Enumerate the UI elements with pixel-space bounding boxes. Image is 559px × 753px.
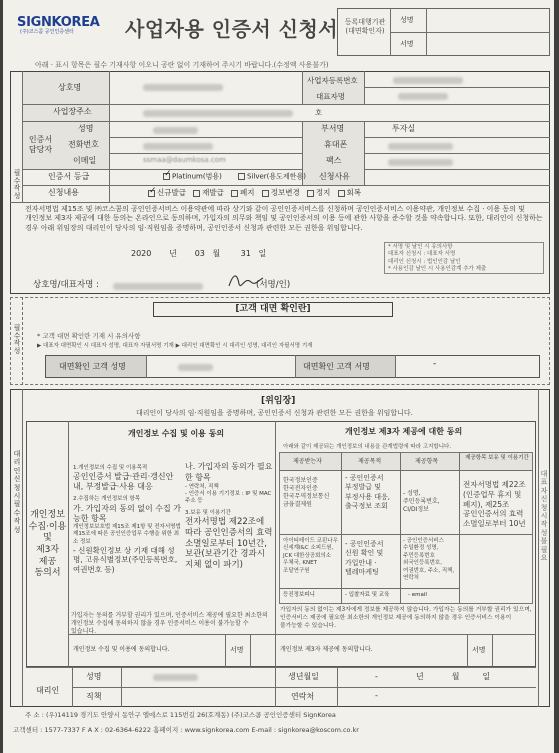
agree-collect-sign-label: 서명 [230,646,244,654]
proxy-subtitle: 대리인이 당사의 임·직원임을 증명하며, 공인인증서 신청과 관련한 모든 권한을 위임합니다. [136,409,413,417]
agent-name-label: 성명 [86,672,102,681]
email-label: 이메일 [73,156,97,165]
new-issue-checkbox[interactable]: ✓ [149,185,157,196]
agent-title-label: 직책 [86,692,102,701]
grade-label: 인증서 등급 [48,172,90,181]
third-purpose-2: - 공인인증서 신원 확인 및 가입안내 · 텔레마케팅 [345,540,384,577]
th-items: 제공항목 [415,458,439,465]
mobile-label: 휴대폰 [324,140,348,149]
company-rep-value[interactable] [113,283,203,290]
face-confirm-title: [고객 대면 확인란] [153,302,393,317]
th-recipient: 제공받는자 [293,458,322,465]
agree-third-label: 개인정보 제3자 제공에 동의합니다. [280,646,373,653]
phone-value[interactable] [143,143,213,150]
third-party-subtitle: 아래와 같이 제공되는 개인정보의 내용을 관계법령에 따라 고지합니다. [283,444,452,450]
reg-sign-label: 서명 [400,40,414,48]
manager-label: 인증서 담당자 [28,135,53,154]
face-name-label: 대면확인 고객 성명 [59,362,126,371]
third-recipient-1: 한국정보인증 한국전자인증 한국무역정보통신 금융결제원 [283,477,330,509]
info-change-checkbox[interactable] [262,190,269,197]
agent-label: 대리인 [36,686,60,695]
third-items-1: - 성명, 주민등록번호, CI/DI정보 [403,490,440,514]
address-value[interactable] [143,110,293,117]
applicant-required-side: 필 수 작 성 [13,169,21,201]
grade-platinum-option[interactable]: ✓ Platinum(범용) [164,169,222,181]
privacy-consent-label: 개인정보 수집·이용 및 제3자 제공 동의서 [28,510,67,579]
revoke-checkbox[interactable] [231,190,238,197]
dept-label: 부서명 [321,124,345,133]
suspend-checkbox[interactable] [307,190,314,197]
mobile-value[interactable] [388,143,453,150]
fax-label: 팩스 [326,156,342,165]
proxy-right-side: 대 표 자 신 청 시 작 성 불 필 요 [540,470,548,562]
required-notice: 아래 · 표시 항목은 필수 기재사항 이오니 공란 없이 기재하여 주시기 바랍니다.(수정액 사용불가) [35,61,329,69]
face-note-2: ▶ 대표자 대면확인 시 대표자 성명, 대표자 자필서명 기재 ▶ 대리인 대면확인 시 대리인 성명, 대리인 자필서명 기재 [37,343,313,349]
agent-dob-value[interactable]: - 년 월 일 [375,672,491,681]
agent-contact-value[interactable]: - [375,691,378,700]
address-label: 사업장주소 [53,107,92,116]
application-form [3,0,554,753]
agent-dob-label: 생년월일 [288,672,319,681]
face-name-value[interactable] [178,364,213,371]
footer-address: 주 소 : (우)14119 경기도 안양시 동안구 엘에스로 115번길 26(호계동) (주)코스콤 공인인증센터 SignKorea [25,711,336,719]
fax-value[interactable] [388,159,453,166]
address-suffix: 호 [315,108,323,117]
agree-collect-label: 개인정보 수집 및 이용에 동의합니다. [73,646,170,653]
agent-name-value[interactable] [153,674,198,681]
collect-items-right: 나. 가입자의 동의가 필요한 항목 - 연락처, 직책 - 인증서 이용 기기정보 : IP 및 MAC주소 등 3.보유 및 이용기간 전자서명법 제22조에 따라 공인인증서의 효력 소멸일로부터 10년간, 보관(보관기간 경과시 지체 없이 파기) [185,462,273,570]
face-side-label: 필 수 작 성 [13,324,21,356]
manager-name-label: 성명 [78,124,94,133]
reg-org-label: 등록대행기관 (대면확인자) [344,18,386,36]
sign-notes: * 서명 및 날인 시 유의사항 대표자 신청시 : 대표자 서명 대리인 신청시 : 법인인감 날인 * 사용인감 날인 시 사용인감계 추가 제출 [388,244,487,273]
agree-collect-sign-field[interactable] [251,635,275,667]
face-note-1: * 고객 대면 확인란 기재 시 유의사항 [37,332,141,340]
company-name-value[interactable] [143,84,223,91]
rep-name-value[interactable] [398,93,448,100]
proxy-left-side: 대 리 인 신 청 시 필 수 작 성 [13,450,21,534]
bizno-value[interactable] [393,77,463,84]
agreement-text: 전자서명법 제15조 및 ㈜코스콤의 공인인증서비스 이용약관에 따라 상기와 같이 공인인증서비스를 신청하며 공인인증서비스 이용약관, 개인정보 수집 · 이용 동의 및 개인정보 제3자 제공에 대한 동의는 온라인으로 동의하며, 가입자의 의무와 책임 및 공인인증서의 이용 등에 관한 사항을 준수할 것을 약속합니다. 또한, 대리인이 신청하는 경우 아래 위임장의 대리인이 당사의 임·직원임을 증명하며, 공인인증서 신청과 관련한 모든 권한을 위임합니다. [25,205,543,232]
request-type-label: 신청내용 [48,188,79,197]
face-sign-value[interactable]: - [433,359,437,369]
reissue-checkbox[interactable] [193,190,200,197]
th-retention: 제공항목 보유 및 이용기간 [465,455,529,461]
face-sign-label: 대면확인 고객 서명 [303,362,370,371]
collect-items: 1.개인정보의 수집 및 이용목적 공인인증서 발급·관리·갱신안내, 부정발급·사용 대응 2.수집하는 개인정보의 항목 가. 가입자의 동의 없이 수집 가능한 항목 개인정보보호법 제15조 제1항 및 전자서명법 제15조에 따른 공인인증업무 수행을 위한 최소 정보 - 신원확인정보 상 기재 대해 성명, 고유식별정보(주민등록번호, 여권번호 등) [73,465,181,574]
form-title: 사업자용 인증서 신청서 [125,17,339,41]
agree-third-sign-field[interactable] [493,635,536,667]
sign-label: 상호명/대표자명 : [33,280,99,290]
manager-name-value[interactable] [153,127,198,134]
restore-checkbox[interactable] [338,190,345,197]
rep-name-label: 대표자명 [316,92,345,101]
request-type-options[interactable]: ✓ 신규발급 재발급 폐지 정보변경 정지 회복 [149,185,361,197]
th-purpose: 제공목적 [358,458,382,465]
dept-value[interactable]: 투자실 [392,124,416,133]
third-items-2: - 공인인증서비스 수일환정 성명, 주민등록번호 외국인등록번호, 여권번호, 주소, 직책, 연락처 [403,538,455,582]
proxy-title: [위임장] [261,396,296,406]
collect-title: 개인정보 수집 및 이용 동의 [128,429,225,438]
logo-subtitle: (주)코스콤 공인인증센터 [20,29,74,35]
signkorea-logo: SIGNKOREA [17,15,100,30]
third-recipient-3: 등진정보피니 [283,592,315,598]
third-note: 가입자의 동의 없이는 제3자에게 정보를 제공하지 않습니다. 가입자는 동의를 거부할 권리가 있으며, 인증서비스 제공에 필요한 최소한의 개인정보 제공에 동의하지 않을 경우 인증서비스 이용이 불가능할 수 있습니다. [280,607,532,629]
agree-third-sign-label: 서명 [472,646,486,654]
sign-suffix: (서명/인) [256,280,291,290]
third-retention: 전자서명법 제22조(인증업무 휴지 및 폐지), 제25조 공인인증서의 효력 소멸일로부터 10년 [463,480,526,528]
sign-date[interactable]: 2020 년 03 월 31 일 [131,249,267,258]
third-recipient-2: 아이티테이드 코핀나우 신세계I&C 소피드원, JCK 대한상공회의소 우체국, KNET 조달연구원 [283,538,338,574]
reg-name-label: 성명 [400,16,414,24]
footer-contact: 고객센터 : 1577-7337 F A X : 02-6364-6222 홈페이지 : www.signkorea.com E-mail : signkorea@koscom.co.kr [13,726,359,734]
email-value[interactable]: ssmaa@daumkosa.com [143,156,226,164]
phone-label: 전화번호 [68,140,99,149]
collect-note: 가입자는 동의를 거부할 권리가 있으며, 인증서비스 제공에 필요한 최소한의 개인정보 수집에 동의하지 않을 경우 인증서비스 이용이 불가능할 수 있습니다. [71,612,268,636]
platinum-checkbox[interactable]: ✓ [164,169,172,179]
third-items-3: - email [408,592,427,598]
agent-title-field[interactable] [122,688,275,707]
agent-contact-label: 연락처 [291,692,315,701]
third-purpose-3: - 입찰자료 및 교육 [345,592,390,598]
third-party-title: 개인정보 제3자 제공에 대한 동의 [345,427,463,436]
silver-checkbox[interactable] [238,173,245,180]
grade-silver-option[interactable]: Silver(용도제한용) [238,173,306,181]
company-name-label: 상호명 [58,83,82,92]
third-purpose-1: - 공인인증서 부정발급 및 부정사용 대응, 출국정보 조회 [345,474,391,511]
bizno-label: 사업자등록번호 [307,76,358,85]
reason-label: 신청사유 [319,172,350,181]
